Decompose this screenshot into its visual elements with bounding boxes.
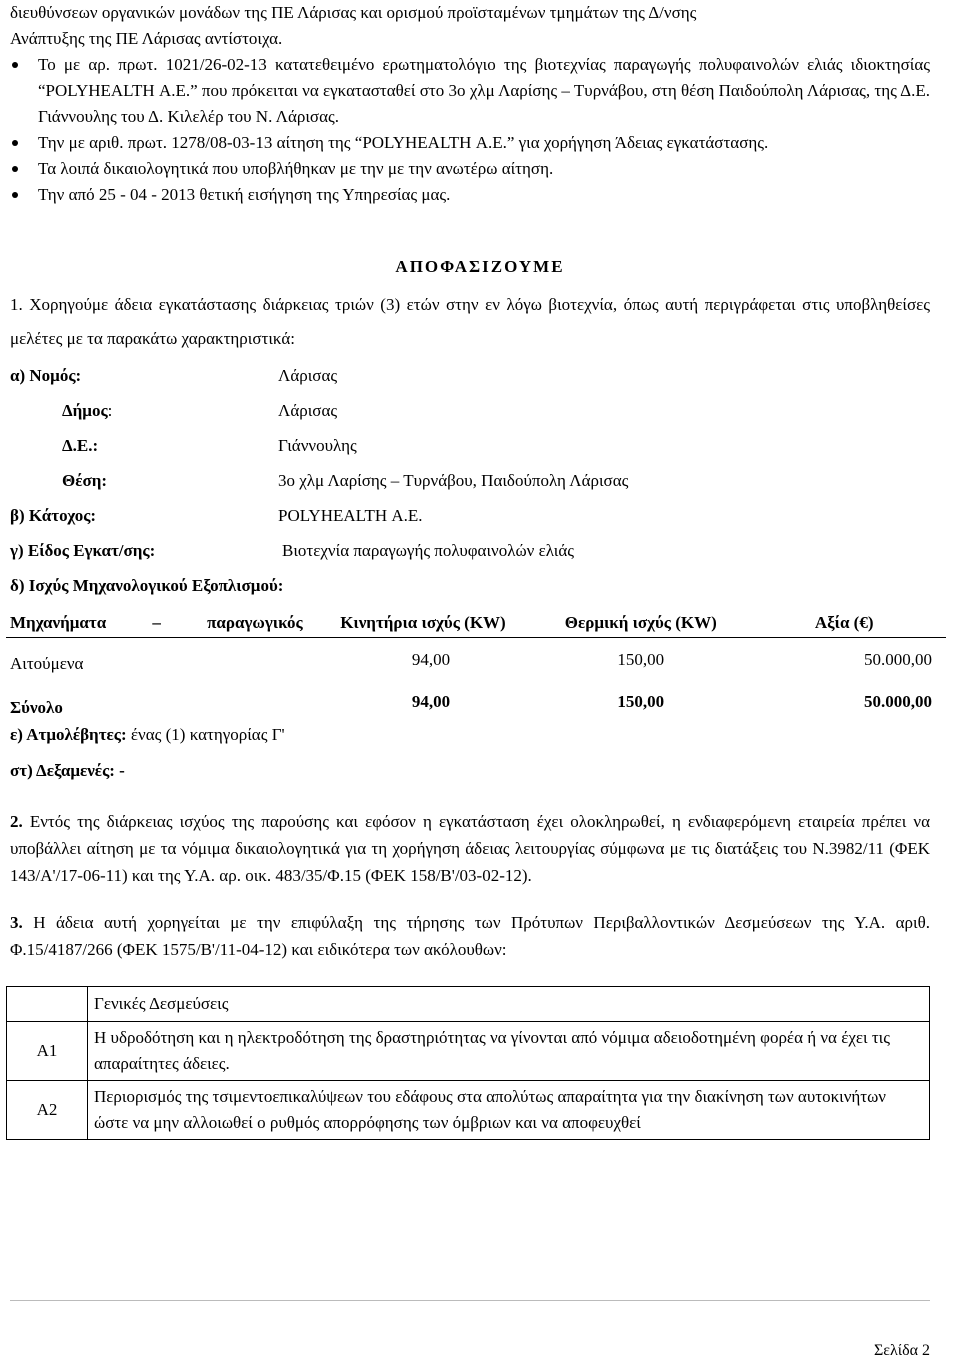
boilers-label: ε) Ατμολέβητες: [10, 724, 127, 744]
power-table [6, 609, 946, 720]
spec-label: Θέση: [62, 470, 108, 490]
list-item [10, 156, 930, 182]
paragraph-number: 3. [10, 912, 23, 932]
condition-text: Η υδροδότηση και η ηλεκτροδότηση της δραστηριότητας να γίνονται από νόμιμα αδειοδοτημένη φορέα ή να έχει τις απαραίτητες άδειες. [88, 1021, 930, 1080]
spec-value: Λάρισας [278, 400, 338, 420]
table-row [7, 1021, 930, 1080]
cell-thermal: 150,00 [617, 691, 665, 711]
list-item [10, 130, 930, 156]
condition-code: Α1 [7, 1021, 88, 1080]
paragraph-text: Χορηγούμε άδεια εγκατάστασης διάρκειας τριών (3) ετών στην εν λόγω βιοτεχνία, όπως αυτή περιγράφεται στις υποβληθείσες μελέτες με τα παρακάτω χαρακτηριστικά: [10, 295, 930, 348]
spec-value: POLYHEALTH Α.Ε. [278, 505, 423, 525]
table-header-row [7, 986, 930, 1021]
spec-row [10, 428, 930, 463]
table-row [6, 638, 946, 684]
paragraph-text: Εντός της διάρκειας ισχύος της παρούσης και εφόσον η εγκατάσταση έχει ολοκληρωθεί, η ενδιαφερόμενη εταιρεία πρέπει να υποβάλλει αίτηση με τα νόμιμα δικαιολογητικά για τη χορήγηση άδειας λειτουργίας σύμφωνα με τις διατάξεις του Ν.3982/11 (ΦΕΚ 143/Α'/17-06-11) και της Υ.Α. αρ. οικ. 483/35/Φ.15 (ΦΕΚ 158/Β'/03-02-12). [10, 811, 930, 885]
spec-value: Γιάννουλης [278, 435, 357, 455]
table-header-row [6, 609, 946, 638]
bullet-icon [12, 166, 18, 172]
decision-heading: ΑΠΟΦΑΣΙΖΟΥΜΕ [395, 257, 565, 276]
table-header [6, 609, 307, 638]
spec-row [10, 393, 930, 428]
bullet-icon [12, 62, 18, 68]
cell-value: 50.000,00 [864, 650, 932, 669]
paragraph-number: 1. [10, 295, 23, 314]
header-text: Μηχανήματα – παραγωγικός [10, 613, 303, 632]
spec-row [10, 568, 930, 603]
footer-divider [10, 1300, 930, 1301]
table-header: Γενικές Δεσμεύσεις [88, 986, 930, 1021]
spec-label: δ) Ισχύς Μηχανολογικού Εξοπλισμού: [10, 575, 284, 595]
bullet-text: Το με αρ. πρωτ. 1021/26-02-13 κατατεθειμένο ερωτηματολόγιο της βιοτεχνίας παραγωγής πολυφαινολών ελιάς ιδιοκτησίας “POLYHEALTH Α.Ε.” που πρόκειται να εγκατασταθεί στο 3ο χλμ Λαρίσης – Τυρνάβου, στη θέση Παιδούπολη Λάρισας, της Δ.Ε. Γιάννουλης του Δ. Κιλελέρ του Ν. Λάρισας. [38, 55, 930, 126]
intro-text [10, 0, 930, 52]
bullet-text: Τα λοιπά δικαιολογητικά που υποβλήθηκαν με την με την ανωτέρω αίτηση. [38, 159, 554, 178]
row-label: Αιτούμενα [10, 654, 84, 673]
boilers-line [10, 720, 930, 750]
header-line [10, 609, 303, 637]
paragraph-1 [10, 288, 930, 356]
document-page [10, 0, 930, 1140]
municipality-colon: : [107, 400, 113, 420]
spec-row [10, 533, 930, 568]
paragraph-number: 2. [10, 811, 23, 831]
boilers-value: ένας (1) κατηγορίας Γ' [130, 724, 285, 744]
table-row [7, 1080, 930, 1139]
intro-line: διευθύνσεων οργανικών μονάδων της ΠΕ Λάρισας και ορισμού προϊσταμένων τμημάτων της Δ/νσης [10, 3, 697, 22]
conditions-table [6, 986, 930, 1140]
page-number: Σελίδα 2 [873, 1342, 930, 1359]
spec-value: Λάρισας [278, 365, 338, 385]
paragraph-3 [10, 909, 930, 963]
table-row [6, 684, 946, 720]
spec-row [10, 358, 930, 393]
tanks-line: στ) Δεξαμενές: - [10, 760, 125, 780]
empty-cell [7, 986, 88, 1021]
row-label: Σύνολο [10, 697, 63, 717]
cell-motive: 94,00 [411, 650, 451, 669]
intro-line: Ανάπτυξης της ΠΕ Λάρισας αντίστοιχα. [10, 29, 283, 48]
installation-specs [10, 358, 930, 603]
spec-label: γ) Είδος Εγκατ/σης: [10, 540, 156, 560]
condition-code: Α2 [7, 1080, 88, 1139]
paragraph-text: Η άδεια αυτή χορηγείται με την επιφύλαξη της τήρησης των Πρότυπων Περιβαλλοντικών Δεσμεύσεων της Υ.Α. αριθ. Φ.15/4187/266 (ΦΕΚ 1575/Β'/11-04-12) και ειδικότερα των ακόλουθων: [10, 912, 931, 959]
spec-value: 3ο χλμ Λαρίσης – Τυρνάβου, Παιδούπολη Λάρισας [278, 470, 629, 490]
bullet-text: Την με αριθ. πρωτ. 1278/08-03-13 αίτηση της “POLYHEALTH Α.Ε.” για χορήγηση Άδειας εγκατάστασης. [38, 133, 769, 152]
bullet-text: Την από 25 - 04 - 2013 θετική εισήγηση της Υπηρεσίας μας. [38, 185, 451, 204]
spec-label [10, 401, 278, 421]
spec-row [10, 498, 930, 533]
cell-value: 50.000,00 [864, 691, 932, 711]
spec-value: Βιοτεχνία παραγωγής πολυφαινολών ελιάς [282, 540, 574, 560]
spec-row [10, 463, 930, 498]
bullet-icon [12, 192, 18, 198]
table-header: Αξία (€) [742, 609, 946, 638]
list-item [10, 52, 930, 130]
municipality-label: Δήμος [62, 400, 108, 420]
cell-motive: 94,00 [411, 691, 451, 711]
spec-label: α) Νομός: [10, 365, 82, 385]
list-item [10, 182, 930, 208]
considerations-list [10, 52, 930, 208]
table-header: Θερμική ισχύς (KW) [539, 609, 742, 638]
table-header: Κινητήρια ισχύς (KW) [307, 609, 540, 638]
bullet-icon [12, 140, 18, 146]
paragraph-2 [10, 808, 930, 889]
condition-text: Περιορισμός της τσιμεντοεπικαλύψεων του εδάφους στα απολύτως απαραίτητα για την διακίνηση των αυτοκινήτων ώστε να μην αλλοιωθεί ο ρυθμός απορρόφησης των όμβριων και να αποφευχθεί [88, 1080, 930, 1139]
spec-label: Δ.Ε.: [62, 435, 99, 455]
spec-label: β) Κάτοχος: [10, 505, 97, 525]
cell-thermal: 150,00 [617, 650, 665, 669]
